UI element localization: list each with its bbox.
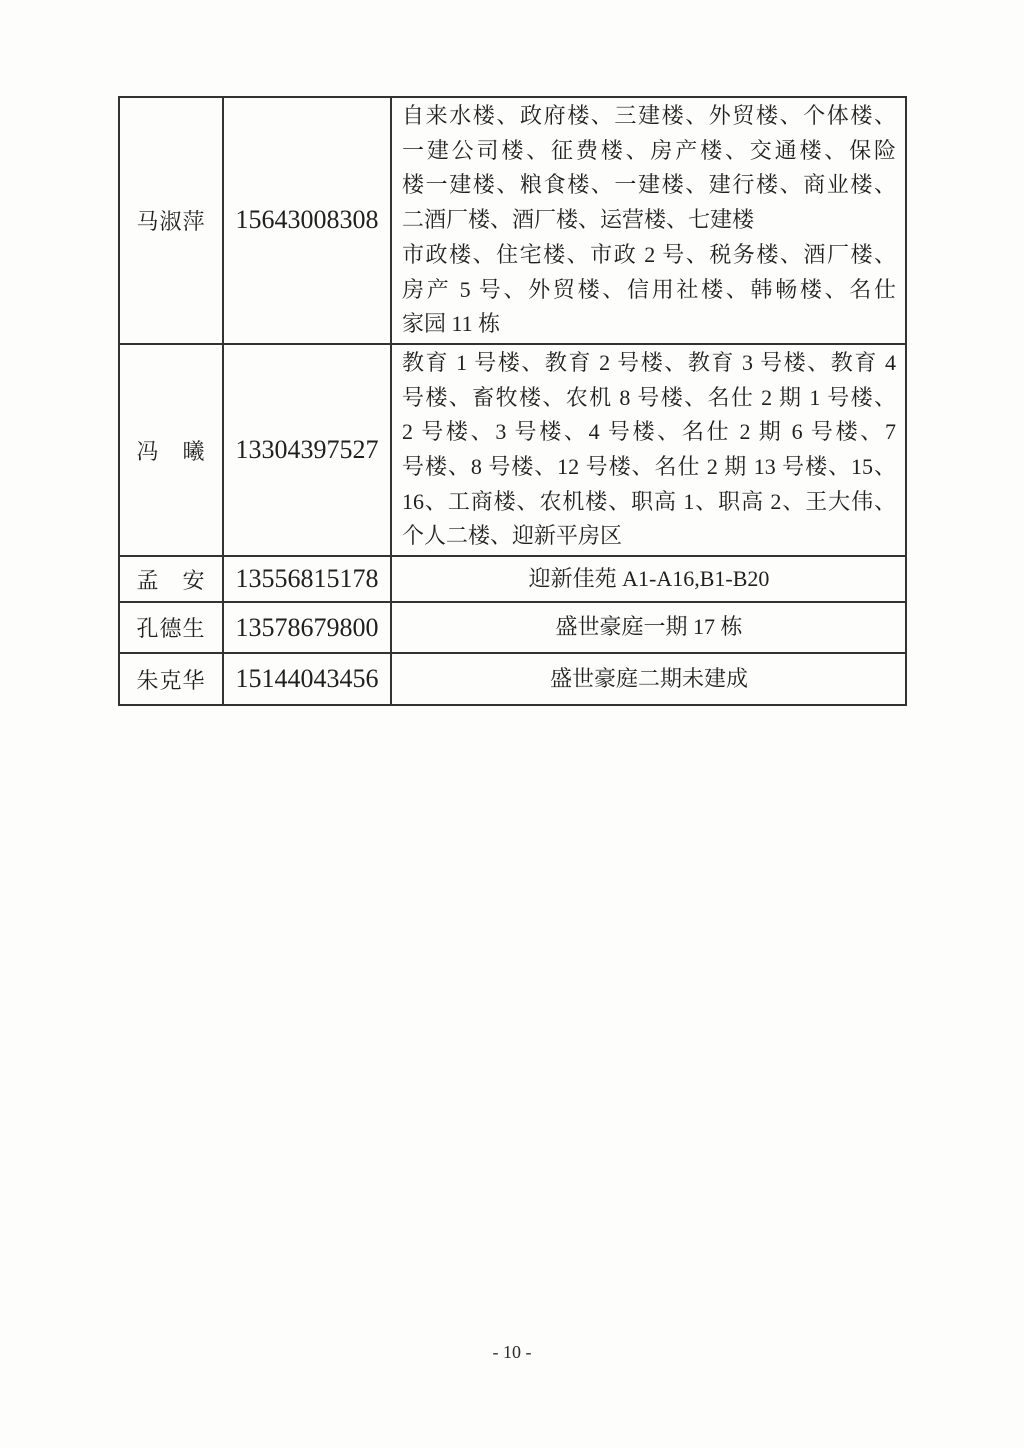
buildings-line: 盛世豪庭二期未建成 xyxy=(549,665,748,691)
buildings-paragraph xyxy=(402,562,896,597)
buildings-line: 盛世豪庭一期 17 栋 xyxy=(555,614,743,640)
table-row xyxy=(119,653,906,705)
assigned-buildings xyxy=(391,556,906,602)
assigned-buildings xyxy=(391,653,906,705)
buildings-line: 教育 1 号楼、教育 2 号楼、教育 3 号楼、教育 4 xyxy=(402,349,896,375)
contact-assignment-table xyxy=(118,96,907,706)
page-number: - 10 - xyxy=(492,1342,532,1362)
contact-table-body xyxy=(119,97,906,705)
buildings-line: 一建公司楼、征费楼、房产楼、交通楼、保险 xyxy=(402,137,896,163)
table-row xyxy=(119,602,906,653)
contact-phone: 13304397527 xyxy=(223,344,391,556)
contact-phone: 13578679800 xyxy=(223,602,391,653)
contact-name: 朱克华 xyxy=(119,653,223,705)
buildings-line: 房产 5 号、外贸楼、信用社楼、韩畅楼、名仕 xyxy=(402,276,896,302)
contact-name: 冯 曦 xyxy=(119,344,223,556)
assigned-buildings xyxy=(391,602,906,653)
table-row xyxy=(119,344,906,556)
contact-name: 孟 安 xyxy=(119,556,223,602)
buildings-line: 二酒厂楼、酒厂楼、运营楼、七建楼 xyxy=(402,207,755,233)
table-row xyxy=(119,556,906,602)
assigned-buildings xyxy=(391,97,906,344)
buildings-line: 个人二楼、迎新平房区 xyxy=(402,523,623,549)
buildings-line: 家园 11 栋 xyxy=(402,311,501,337)
buildings-paragraph xyxy=(402,99,896,238)
buildings-paragraph xyxy=(402,346,896,554)
buildings-line: 自来水楼、政府楼、三建楼、外贸楼、个体楼、 xyxy=(402,103,896,128)
buildings-line: 市政楼、住宅楼、市政 2 号、税务楼、酒厂楼、 xyxy=(402,241,896,267)
buildings-paragraph xyxy=(402,662,896,697)
buildings-paragraph xyxy=(402,610,896,645)
buildings-line: 迎新佳苑 A1-A16,B1-B20 xyxy=(528,565,770,591)
buildings-line: 2 号楼、3 号楼、4 号楼、名仕 2 期 6 号楼、7 xyxy=(402,419,896,445)
buildings-line: 号楼、8 号楼、12 号楼、名仕 2 期 13 号楼、15、 xyxy=(402,454,896,480)
buildings-line: 楼一建楼、粮食楼、一建楼、建行楼、商业楼、 xyxy=(402,172,896,198)
contact-phone: 15144043456 xyxy=(223,653,391,705)
buildings-line: 16、工商楼、农机楼、职高 1、职高 2、王大伟、 xyxy=(402,488,896,514)
contact-phone: 15643008308 xyxy=(223,97,391,344)
buildings-line: 号楼、畜牧楼、农机 8 号楼、名仕 2 期 1 号楼、 xyxy=(402,384,896,410)
table-row xyxy=(119,97,906,344)
contact-name: 马淑萍 xyxy=(119,97,223,344)
contact-name: 孔德生 xyxy=(119,602,223,653)
contact-phone: 13556815178 xyxy=(223,556,391,602)
buildings-paragraph xyxy=(402,238,896,342)
assigned-buildings xyxy=(391,344,906,556)
